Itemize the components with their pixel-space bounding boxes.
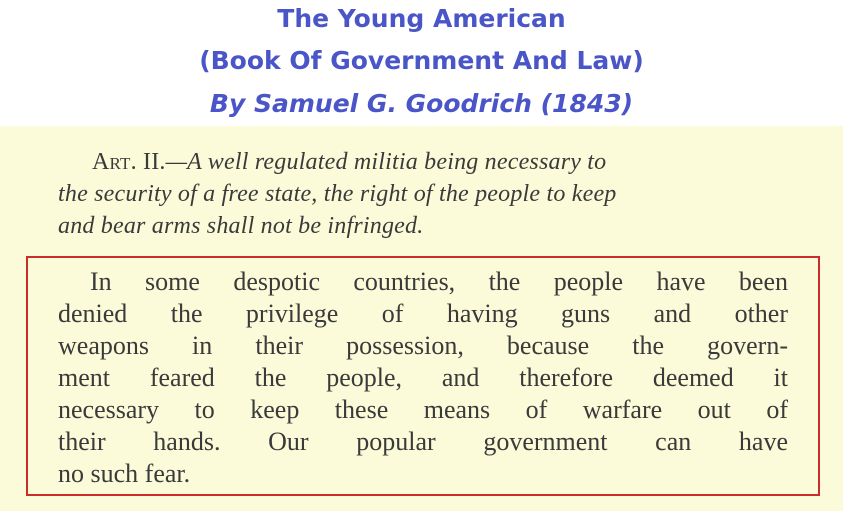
commentary-text xyxy=(58,266,788,490)
commentary-line: denied the privilege of having guns and other xyxy=(58,299,788,328)
article-text xyxy=(58,146,788,242)
article-line xyxy=(58,146,788,178)
article-label: Art. II. xyxy=(92,149,166,175)
commentary-line: their hands. Our popular government can have xyxy=(58,427,788,456)
commentary-line: In some despotic countries, the people have been xyxy=(90,267,788,296)
commentary-line: no such fear. xyxy=(58,459,191,488)
article-line-text: —A well regulated militia being necessary to xyxy=(165,149,607,175)
article-line: the security of a free state, the right of the people to keep xyxy=(58,181,617,207)
article-line: and bear arms shall not be infringed. xyxy=(58,213,424,239)
book-byline: By Samuel G. Goodrich (1843) xyxy=(209,89,634,118)
commentary-line: necessary to keep these means of warfare out of xyxy=(58,395,788,424)
header xyxy=(0,0,843,126)
scanned-page xyxy=(0,126,843,511)
book-subtitle: (Book Of Government And Law) xyxy=(199,46,644,75)
book-title: The Young American xyxy=(277,4,566,33)
commentary-line: weapons in their possession, because the govern- xyxy=(58,331,788,360)
commentary-line: ment feared the people, and therefore deemed it xyxy=(58,363,788,392)
